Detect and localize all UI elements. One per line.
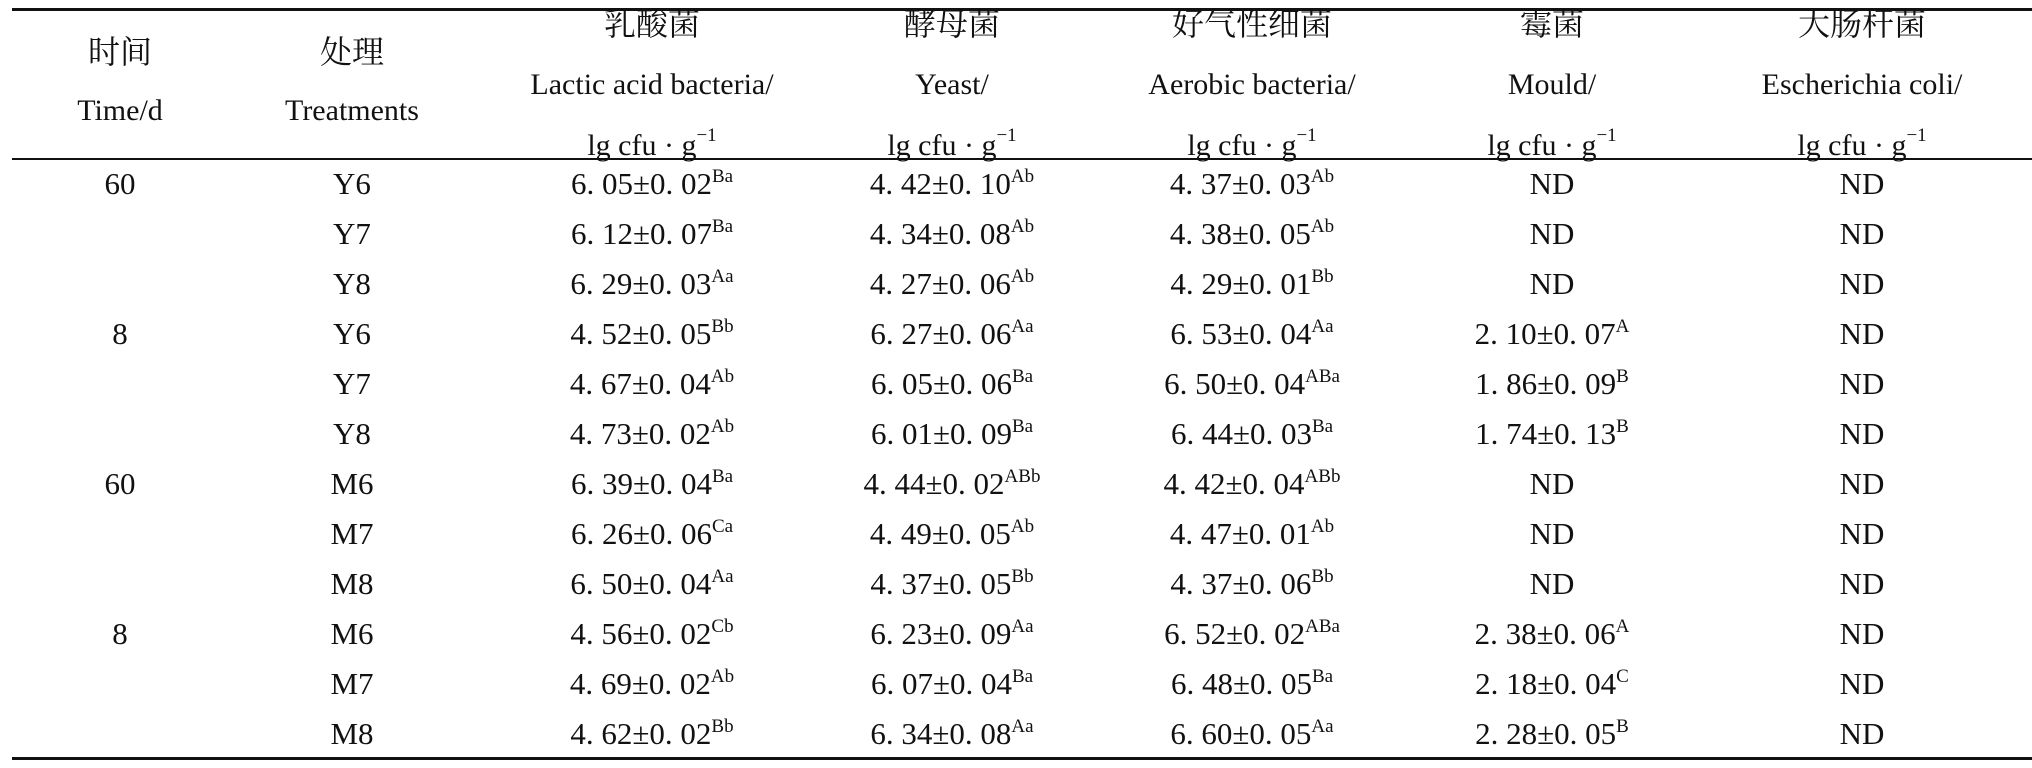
yeast-cell: 6. 05±0. $06^{Ba}$ bbox=[870, 366, 1034, 401]
yeast-cell: 6. 34±0. $08^{Aa}$ bbox=[870, 716, 1034, 751]
table-row bbox=[12, 568, 2032, 618]
aerobic-significance: Aa bbox=[1311, 316, 1334, 337]
ecoli-cell: ND bbox=[1839, 366, 1885, 401]
lab-cell: 6. 29±0. $03^{Aa}$ bbox=[570, 266, 734, 301]
lab-cell: 6. 05±0. $02^{Ba}$ bbox=[570, 166, 734, 201]
treatment-cell: Y8 bbox=[333, 266, 371, 301]
header-mould-en: Mould/ bbox=[1507, 68, 1597, 101]
header-lab-unit: lg cfu · $g^{-1}$ bbox=[587, 125, 717, 162]
aerobic-cell: 4. 42±0. $04^{ABb}$ bbox=[1163, 466, 1341, 501]
time-cell: 60 bbox=[104, 166, 136, 201]
header-ecoli-en: Escherichia coli/ bbox=[1761, 68, 1963, 101]
header-yeast-en: Yeast/ bbox=[915, 68, 989, 101]
treatment-cell: Y6 bbox=[333, 166, 371, 201]
yeast-significance: Ba bbox=[1011, 416, 1034, 437]
aerobic-significance: Ab bbox=[1310, 216, 1335, 237]
treatment-cell: M7 bbox=[330, 666, 374, 701]
ecoli-cell: ND bbox=[1839, 216, 1885, 251]
aerobic-significance: Ab bbox=[1310, 166, 1335, 187]
table-row bbox=[12, 468, 2032, 518]
aerobic-cell: 6. 48±0. $05^{Ba}$ bbox=[1170, 666, 1334, 701]
treatment-cell: M6 bbox=[330, 616, 374, 651]
mould-cell: 2. 10±0. $07^A$ bbox=[1474, 316, 1630, 351]
treatment-cell: Y6 bbox=[333, 316, 371, 351]
yeast-significance: Ab bbox=[1010, 266, 1035, 287]
unit-exponent: −1 bbox=[996, 125, 1017, 146]
aerobic-cell: 6. 60±0. $05^{Aa}$ bbox=[1170, 716, 1334, 751]
mould-cell: ND bbox=[1529, 266, 1575, 301]
ecoli-cell: ND bbox=[1839, 666, 1885, 701]
yeast-cell: 6. 23±0. $09^{Aa}$ bbox=[870, 616, 1034, 651]
table-row bbox=[12, 618, 2032, 668]
mould-significance: A bbox=[1615, 316, 1630, 337]
table-row bbox=[12, 218, 2032, 268]
aerobic-significance: ABa bbox=[1305, 616, 1340, 637]
aerobic-significance: Bb bbox=[1311, 266, 1334, 287]
lab-significance: Aa bbox=[711, 566, 734, 587]
mould-significance: B bbox=[1616, 416, 1629, 437]
ecoli-cell: ND bbox=[1839, 716, 1885, 751]
lab-significance: Cb bbox=[711, 616, 734, 637]
yeast-significance: Ba bbox=[1011, 666, 1034, 687]
lab-cell: 6. 39±0. $04^{Ba}$ bbox=[570, 466, 734, 501]
aerobic-cell: 6. 50±0. $04^{ABa}$ bbox=[1164, 366, 1340, 401]
aerobic-significance: Aa bbox=[1311, 716, 1334, 737]
lab-significance: Ba bbox=[711, 216, 734, 237]
treatment-cell: M8 bbox=[330, 716, 374, 751]
mould-cell: ND bbox=[1529, 566, 1575, 601]
header-lab-zh: 乳酸菌 bbox=[603, 6, 700, 42]
unit-exponent: −1 bbox=[1296, 125, 1317, 146]
lab-significance: Ba bbox=[711, 166, 734, 187]
header-treatment-zh: 处理 bbox=[319, 34, 384, 70]
aerobic-cell: 4. 37±0. $03^{Ab}$ bbox=[1169, 166, 1335, 201]
aerobic-cell: 4. 38±0. $05^{Ab}$ bbox=[1169, 216, 1335, 251]
aerobic-significance: Ba bbox=[1311, 666, 1334, 687]
aerobic-cell: 4. 47±0. $01^{Ab}$ bbox=[1169, 516, 1335, 551]
ecoli-cell: ND bbox=[1839, 316, 1885, 351]
treatment-cell: M6 bbox=[330, 466, 374, 501]
header-aerobic-en: Aerobic bacteria/ bbox=[1148, 68, 1356, 101]
lab-significance: Bb bbox=[711, 716, 734, 737]
ecoli-cell: ND bbox=[1839, 516, 1885, 551]
mould-cell: 2. 38±0. $06^A$ bbox=[1474, 616, 1630, 651]
treatment-cell: Y8 bbox=[333, 416, 371, 451]
yeast-cell: 6. 27±0. $06^{Aa}$ bbox=[870, 316, 1034, 351]
mould-significance: C bbox=[1616, 666, 1629, 687]
ecoli-cell: ND bbox=[1839, 266, 1885, 301]
lab-significance: Ab bbox=[710, 366, 735, 387]
lab-significance: Aa bbox=[711, 266, 734, 287]
header-time-en: Time/d bbox=[77, 94, 163, 127]
yeast-cell: 6. 07±0. $04^{Ba}$ bbox=[870, 666, 1034, 701]
header-mould-unit: lg cfu · $g^{-1}$ bbox=[1487, 125, 1617, 162]
unit-exponent: −1 bbox=[1906, 125, 1927, 146]
treatment-cell: M7 bbox=[330, 516, 374, 551]
mould-cell: 1. 86±0. $09^B$ bbox=[1475, 366, 1629, 401]
mould-cell: ND bbox=[1529, 216, 1575, 251]
lab-significance: Ab bbox=[710, 666, 735, 687]
mould-significance: A bbox=[1615, 616, 1630, 637]
treatment-cell: Y7 bbox=[333, 366, 371, 401]
header-yeast-unit: lg cfu · $g^{-1}$ bbox=[887, 125, 1017, 162]
header-yeast-zh: 酵母菌 bbox=[903, 6, 1000, 42]
treatment-cell: M8 bbox=[330, 566, 374, 601]
yeast-cell: 6. 01±0. $09^{Ba}$ bbox=[870, 416, 1034, 451]
yeast-significance: Aa bbox=[1011, 716, 1034, 737]
aerobic-cell: 6. 52±0. $02^{ABa}$ bbox=[1164, 616, 1340, 651]
yeast-cell: 4. 42±0. $10^{Ab}$ bbox=[869, 166, 1035, 201]
aerobic-cell: 6. 44±0. $03^{Ba}$ bbox=[1170, 416, 1334, 451]
yeast-significance: Aa bbox=[1011, 316, 1034, 337]
yeast-significance: Ab bbox=[1010, 216, 1035, 237]
yeast-significance: Ab bbox=[1010, 516, 1035, 537]
lab-cell: 6. 50±0. $04^{Aa}$ bbox=[570, 566, 734, 601]
ecoli-cell: ND bbox=[1839, 616, 1885, 651]
table-row bbox=[12, 368, 2032, 418]
header-time-zh: 时间 bbox=[87, 34, 152, 70]
table-row bbox=[12, 168, 2032, 218]
table-row bbox=[12, 718, 2032, 756]
lab-cell: 4. 56±0. $02^{Cb}$ bbox=[570, 616, 734, 651]
ecoli-cell: ND bbox=[1839, 416, 1885, 451]
aerobic-cell: 4. 37±0. $06^{Bb}$ bbox=[1170, 566, 1334, 601]
header-aerobic-zh: 好气性细菌 bbox=[1171, 6, 1332, 42]
lab-significance: Ab bbox=[710, 416, 735, 437]
table-row bbox=[12, 318, 2032, 368]
lab-significance: Ba bbox=[711, 466, 734, 487]
table-row bbox=[12, 518, 2032, 568]
mould-cell: ND bbox=[1529, 166, 1575, 201]
mould-cell: 1. 74±0. $13^B$ bbox=[1475, 416, 1629, 451]
aerobic-cell: 4. 29±0. $01^{Bb}$ bbox=[1170, 266, 1334, 301]
data-table bbox=[12, 0, 2032, 768]
yeast-cell: 4. 27±0. $06^{Ab}$ bbox=[869, 266, 1035, 301]
header-treatment-en: Treatments bbox=[285, 94, 419, 127]
aerobic-cell: 6. 53±0. $04^{Aa}$ bbox=[1170, 316, 1334, 351]
yeast-significance: ABb bbox=[1004, 466, 1041, 487]
yeast-significance: Aa bbox=[1011, 616, 1034, 637]
lab-significance: Ca bbox=[711, 516, 734, 537]
table-row bbox=[12, 268, 2032, 318]
aerobic-significance: ABa bbox=[1305, 366, 1340, 387]
bottom-rule bbox=[12, 757, 2032, 760]
yeast-cell: 4. 37±0. $05^{Bb}$ bbox=[870, 566, 1034, 601]
lab-cell: 4. 73±0. $02^{Ab}$ bbox=[569, 416, 735, 451]
treatment-cell: Y7 bbox=[333, 216, 371, 251]
header-mould-zh: 霉菌 bbox=[1519, 6, 1584, 42]
aerobic-significance: Ab bbox=[1310, 516, 1335, 537]
lab-cell: 4. 67±0. $04^{Ab}$ bbox=[569, 366, 735, 401]
aerobic-significance: Ba bbox=[1311, 416, 1334, 437]
mould-significance: B bbox=[1616, 366, 1629, 387]
ecoli-cell: ND bbox=[1839, 166, 1885, 201]
ecoli-cell: ND bbox=[1839, 466, 1885, 501]
time-cell: 8 bbox=[112, 616, 128, 651]
header-ecoli-zh: 大肠杆菌 bbox=[1797, 6, 1926, 42]
header-aerobic-unit: lg cfu · $g^{-1}$ bbox=[1187, 125, 1317, 162]
mould-significance: B bbox=[1616, 716, 1629, 737]
time-cell: 60 bbox=[104, 466, 136, 501]
table-row bbox=[12, 418, 2032, 468]
yeast-cell: 4. 44±0. $02^{ABb}$ bbox=[863, 466, 1041, 501]
yeast-cell: 4. 49±0. $05^{Ab}$ bbox=[869, 516, 1035, 551]
header-lab-en: Lactic acid bacteria/ bbox=[530, 68, 774, 101]
lab-cell: 6. 12±0. $07^{Ba}$ bbox=[570, 216, 734, 251]
unit-exponent: −1 bbox=[1596, 125, 1617, 146]
lab-cell: 4. 52±0. $05^{Bb}$ bbox=[570, 316, 734, 351]
yeast-significance: Bb bbox=[1011, 566, 1034, 587]
mould-cell: ND bbox=[1529, 466, 1575, 501]
lab-significance: Bb bbox=[711, 316, 734, 337]
yeast-significance: Ab bbox=[1010, 166, 1035, 187]
aerobic-significance: ABb bbox=[1304, 466, 1341, 487]
yeast-cell: 4. 34±0. $08^{Ab}$ bbox=[869, 216, 1035, 251]
mould-cell: 2. 28±0. $05^B$ bbox=[1475, 716, 1629, 751]
mould-cell: 2. 18±0. $04^C$ bbox=[1475, 666, 1629, 701]
table-row bbox=[12, 668, 2032, 718]
ecoli-cell: ND bbox=[1839, 566, 1885, 601]
lab-cell: 4. 62±0. $02^{Bb}$ bbox=[570, 716, 734, 751]
unit-exponent: −1 bbox=[696, 125, 717, 146]
aerobic-significance: Bb bbox=[1311, 566, 1334, 587]
time-cell: 8 bbox=[112, 316, 128, 351]
header-ecoli-unit: lg cfu · $g^{-1}$ bbox=[1797, 125, 1927, 162]
lab-cell: 4. 69±0. $02^{Ab}$ bbox=[569, 666, 735, 701]
lab-cell: 6. 26±0. $06^{Ca}$ bbox=[570, 516, 734, 551]
mould-cell: ND bbox=[1529, 516, 1575, 551]
yeast-significance: Ba bbox=[1011, 366, 1034, 387]
